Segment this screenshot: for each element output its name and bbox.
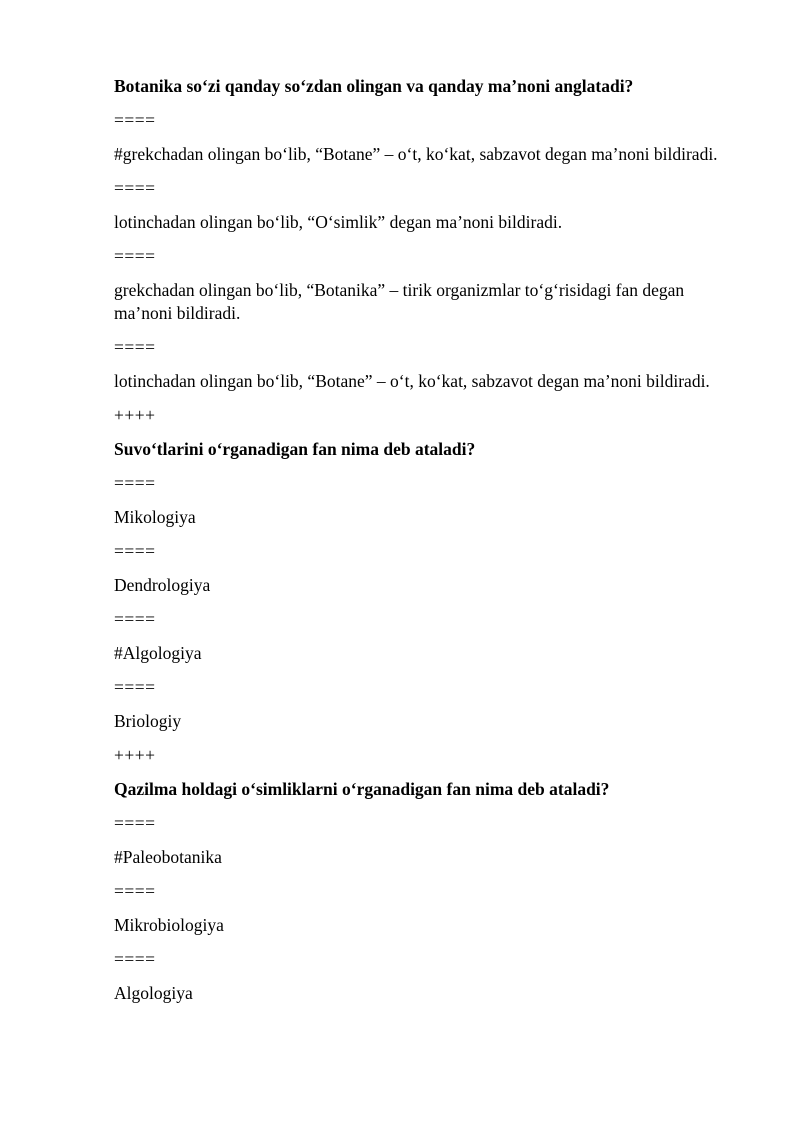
separator: ==== <box>114 473 156 493</box>
answer-option: lotinchadan olingan bo‘lib, “Botane” – o‘t, ko‘kat, sabzavot degan ma’noni bildiradi. <box>114 371 710 391</box>
separator: ==== <box>114 881 156 901</box>
answer-option: Dendrologiya <box>114 575 211 595</box>
answer-option: grekchadan olingan bo‘lib, “Botanika” – tirik organizmlar to‘g‘risidagi fan degan ma’noni bildiradi. <box>114 280 685 323</box>
question-2: Suvo‘tlarini o‘rganadigan fan nima deb ataladi? <box>114 439 476 459</box>
answer-option: lotinchadan olingan bo‘lib, “O‘simlik” degan ma’noni bildiradi. <box>114 212 563 232</box>
answer-option: #grekchadan olingan bo‘lib, “Botane” – o‘t, ko‘kat, sabzavot degan ma’noni bildiradi. <box>114 144 718 164</box>
answer-option: Briologiy <box>114 711 182 731</box>
separator: ==== <box>114 949 156 969</box>
separator: ==== <box>114 609 156 629</box>
answer-option: #Algologiya <box>114 643 202 663</box>
question-separator: ++++ <box>114 405 156 425</box>
separator: ==== <box>114 337 156 357</box>
separator: ==== <box>114 677 156 697</box>
answer-option: Mikologiya <box>114 507 196 527</box>
separator: ==== <box>114 541 156 561</box>
answer-option: Mikrobiologiya <box>114 915 224 935</box>
separator: ==== <box>114 246 156 266</box>
separator: ==== <box>114 178 156 198</box>
question-separator: ++++ <box>114 745 156 765</box>
separator: ==== <box>114 813 156 833</box>
document-body <box>114 75 734 1016</box>
answer-option: Algologiya <box>114 983 193 1003</box>
separator: ==== <box>114 110 156 130</box>
question-1: Botanika so‘zi qanday so‘zdan olingan va qanday ma’noni anglatadi? <box>114 76 634 96</box>
question-3: Qazilma holdagi o‘simliklarni o‘rganadigan fan nima deb ataladi? <box>114 779 610 799</box>
answer-option: #Paleobotanika <box>114 847 222 867</box>
